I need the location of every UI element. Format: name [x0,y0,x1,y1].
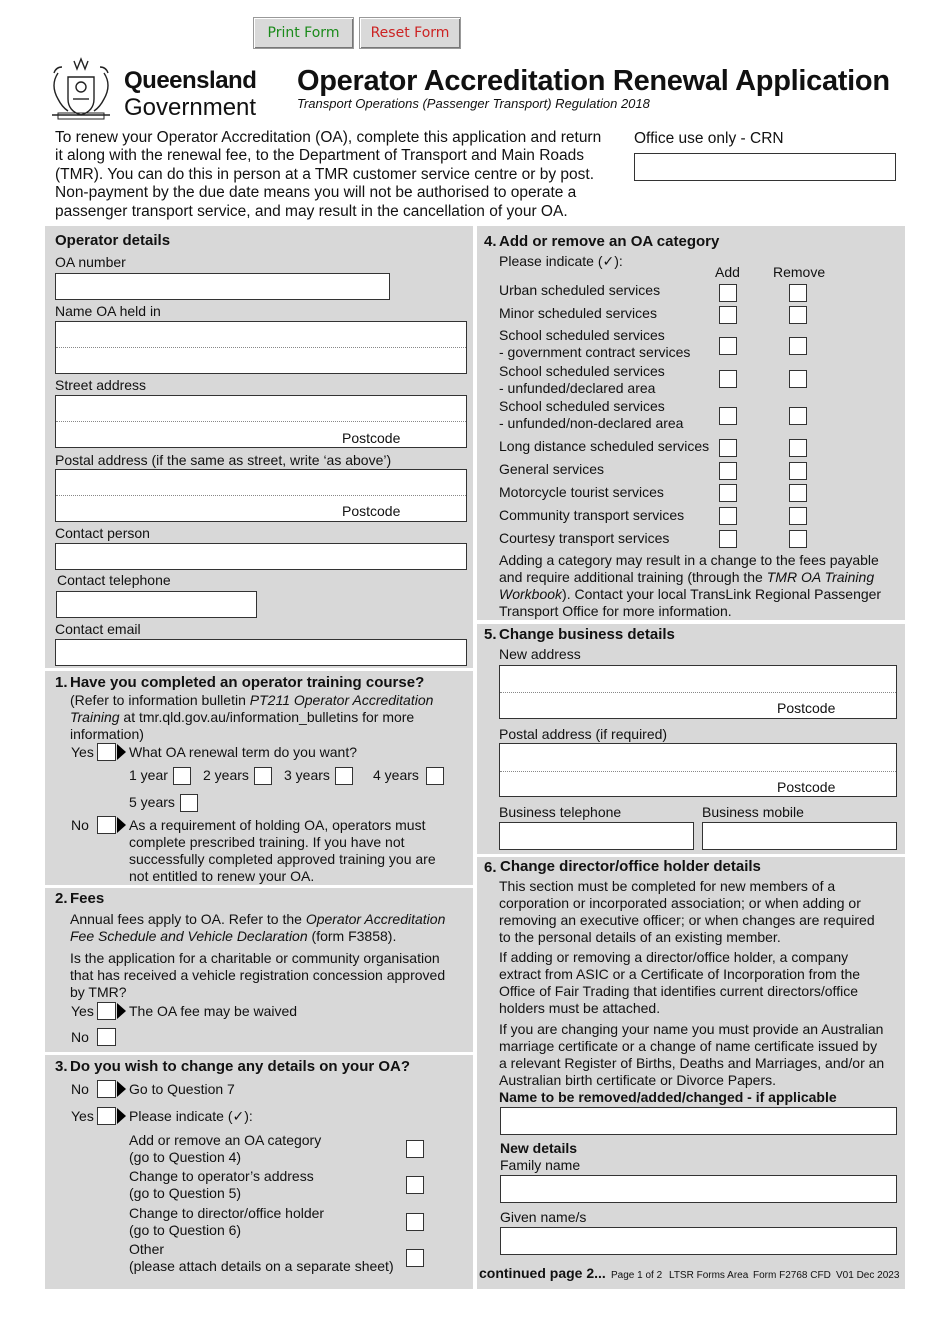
q3-option-address-checkbox[interactable] [406,1176,424,1194]
reset-form-button[interactable]: Reset Form [359,17,461,49]
q4-please-indicate: Please indicate (✓): [499,253,623,269]
q2-no-label: No [71,1029,89,1045]
q1-no-label: No [71,817,89,833]
category-long-distance-add-checkbox[interactable] [719,439,737,457]
new-address-label: New address [499,646,581,662]
business-telephone-label: Business telephone [499,804,622,820]
arrow-right-icon [117,1003,126,1019]
business-postal-field[interactable] [499,743,897,797]
postal-address-label: Postal address (if the same as street, write ‘as above’) [55,452,392,468]
term-4-years-label: 4 years [373,767,419,783]
q3-option-other-checkbox[interactable] [406,1249,424,1267]
contact-email-label: Contact email [55,621,141,637]
q6-heading: Change director/office holder details [500,858,761,875]
category-minor-add-checkbox[interactable] [719,306,737,324]
category-community-label: Community transport services [499,507,685,523]
category-general-add-checkbox[interactable] [719,462,737,480]
form-version: V01 Dec 2023 [836,1270,900,1281]
contact-person-field[interactable] [55,543,467,570]
forms-area: LTSR Forms Area [669,1270,749,1281]
category-minor-remove-checkbox[interactable] [789,306,807,324]
q3-option-other: Other (please attach details on a separate sheet) [129,1241,394,1274]
print-form-button[interactable]: Print Form [253,17,354,49]
category-urban-add-checkbox[interactable] [719,284,737,302]
business-mobile-label: Business mobile [702,804,804,820]
q1-no-checkbox[interactable] [97,816,116,834]
q3-option-category-checkbox[interactable] [406,1140,424,1158]
term-1-year-label: 1 year [129,767,168,783]
category-motorcycle-label: Motorcycle tourist services [499,484,664,500]
name-oa-held-field[interactable] [55,321,467,374]
category-school-declared-add-checkbox[interactable] [719,370,737,388]
category-general-label: General services [499,461,605,477]
intro-paragraph: To renew your Operator Accreditation (OA), complete this application and return it along with the renewal fee, to the Department of Transport and Main Roads (TMR). You can do this in person at a TMR customer service centre or by post. Non-payment by the due date means you will not be authorised to operate a passenger transport service, and may result in the cancellation of your OA. [55,129,602,220]
category-motorcycle-remove-checkbox[interactable] [789,484,807,502]
q5-number: 5. [484,626,497,643]
operator-details-heading: Operator details [55,232,171,249]
office-crn-field[interactable] [634,153,896,181]
family-name-label: Family name [500,1157,581,1173]
category-school-nondeclared-add-checkbox[interactable] [719,407,737,425]
street-address-label: Street address [55,377,147,393]
q4-remove-column-header: Remove [773,264,826,280]
page-title: Operator Accreditation Renewal Application [297,65,890,97]
business-postal-label: Postal address (if required) [499,726,668,742]
q3-no-label: No [71,1081,89,1097]
term-1-year-checkbox[interactable] [173,767,191,785]
category-courtesy-label: Courtesy transport services [499,530,670,546]
q5-heading: Change business details [499,626,675,643]
q3-goto-7-text: Go to Question 7 [129,1081,235,1097]
new-address-field[interactable] [499,665,897,719]
oa-number-label: OA number [55,254,126,270]
q4-add-column-header: Add [715,264,740,280]
street-address-field[interactable] [55,395,467,448]
category-courtesy-add-checkbox[interactable] [719,530,737,548]
term-4-years-checkbox[interactable] [426,767,444,785]
q1-term-question: What OA renewal term do you want? [129,744,357,760]
new-address-postcode-label: Postcode [777,700,836,716]
term-3-years-label: 3 years [284,767,330,783]
name-oa-held-label: Name OA held in [55,303,161,319]
q2-fees-text: Annual fees apply to OA. Refer to the Operator Accreditation Fee Schedule and Vehicle Declaration (form F3858). [70,911,446,944]
q3-option-director: Change to director/office holder (go to Question 6) [129,1205,325,1238]
oa-number-field[interactable] [55,273,390,300]
q4-note: Adding a category may result in a change to the fees payable and require additional training (through the TMR OA Training Workbook). Contact your local TransLink Regional Passenger Transport Office for more information. [499,552,882,619]
contact-person-label: Contact person [55,525,150,541]
category-school-government-remove-checkbox[interactable] [789,337,807,355]
arrow-right-icon [117,1108,126,1124]
postal-postcode-label: Postcode [342,503,401,519]
category-community-add-checkbox[interactable] [719,507,737,525]
q1-reference: (Refer to information bulletin PT211 Operator Accreditation Training at tmr.qld.gov.au/information_bulletins for more information) [70,692,434,742]
contact-email-field[interactable] [55,639,467,666]
category-minor-label: Minor scheduled services [499,305,657,321]
category-long-distance-label: Long distance scheduled services [499,438,710,454]
q1-heading: Have you completed an operator training course? [70,674,425,691]
q1-yes-label: Yes [71,744,94,760]
category-motorcycle-add-checkbox[interactable] [719,484,737,502]
arrow-right-icon [117,1081,126,1097]
business-telephone-field[interactable] [499,822,694,850]
q2-number: 2. [55,890,68,907]
category-urban-remove-checkbox[interactable] [789,284,807,302]
q2-fee-waived-text: The OA fee may be waived [129,1003,298,1019]
q6-paragraph-1: This section must be completed for new members of a corporation or incorporated association; or when adding or removing an executive officer; or when changes are required to the personal details of an existing member. [499,878,875,945]
category-school-government-add-checkbox[interactable] [719,337,737,355]
new-details-heading: New details [500,1140,578,1156]
category-general-remove-checkbox[interactable] [789,462,807,480]
name-change-label: Name to be removed/added/changed - if applicable [499,1089,837,1105]
q3-number: 3. [55,1058,68,1075]
category-long-distance-remove-checkbox[interactable] [789,439,807,457]
q3-yes-label: Yes [71,1108,94,1124]
postal-address-field[interactable] [55,469,467,522]
term-5-years-label: 5 years [129,794,175,810]
q3-option-director-checkbox[interactable] [406,1213,424,1231]
q2-yes-checkbox[interactable] [97,1002,116,1020]
q1-number: 1. [55,674,68,691]
office-use-label: Office use only - CRN [634,130,784,147]
q6-paragraph-2: If adding or removing a director/office holder, a company extract from ASIC or a Certificate of Incorporation from the Office of Fair Trading that identifies current directors/office holders must be attached. [499,949,861,1016]
q6-paragraph-3: If you are changing your name you must provide an Australian marriage certificate or a change of name certificate issued by a relevant Register of Births, Deaths and Marriages, and/or an Australian birth certificate or Divorce Papers. [499,1021,885,1088]
street-postcode-label: Postcode [342,430,401,446]
q4-number: 4. [484,233,497,250]
q4-heading: Add or remove an OA category [499,233,720,250]
q1-no-explanation: As a requirement of holding OA, operators must complete prescribed training. If you have not successfully completed approved training you are not entitled to renew your OA. [129,817,436,884]
arrow-right-icon [117,817,126,833]
form-number: Form F2768 CFD [753,1270,831,1281]
given-names-field[interactable] [500,1227,897,1255]
q3-option-address: Change to operator’s address (go to Question 5) [129,1168,314,1201]
q6-number: 6. [484,859,497,876]
q3-please-indicate: Please indicate (✓): [129,1108,253,1124]
q2-yes-label: Yes [71,1003,94,1019]
name-change-field[interactable] [500,1107,897,1135]
q2-no-checkbox[interactable] [97,1028,116,1046]
logo-wordmark-queensland: Queensland [124,67,257,94]
q3-no-checkbox[interactable] [97,1080,116,1098]
arrow-right-icon [117,744,126,760]
family-name-field[interactable] [500,1175,897,1203]
term-2-years-label: 2 years [203,767,249,783]
given-names-label: Given name/s [500,1209,587,1225]
page-number: Page 1 of 2 [611,1270,663,1281]
continued-note: continued page 2... [479,1265,606,1281]
logo-wordmark-government: Government [124,94,257,121]
category-school-nondeclared-label: School scheduled services - unfunded/non-declared area [499,398,684,431]
category-community-remove-checkbox[interactable] [789,507,807,525]
term-3-years-checkbox[interactable] [335,767,353,785]
q3-option-category: Add or remove an OA category (go to Question 4) [129,1132,322,1165]
business-postal-postcode-label: Postcode [777,779,836,795]
category-urban-label: Urban scheduled services [499,282,661,298]
q2-heading: Fees [70,890,105,907]
q3-yes-checkbox[interactable] [97,1107,116,1125]
category-school-government-label: School scheduled services - government contract services [499,327,691,360]
contact-telephone-label: Contact telephone [57,572,171,588]
category-school-declared-remove-checkbox[interactable] [789,370,807,388]
contact-telephone-field[interactable] [56,591,257,618]
category-school-declared-label: School scheduled services - unfunded/declared area [499,363,665,396]
page-subtitle: Transport Operations (Passenger Transport) Regulation 2018 [297,96,650,111]
q1-yes-checkbox[interactable] [97,743,116,761]
q3-heading: Do you wish to change any details on your OA? [70,1058,411,1075]
queensland-coat-of-arms-logo [44,55,118,123]
q2-concession-question: Is the application for a charitable or community organisation that has received a vehicle registration concession approved by TMR? [70,950,446,1000]
category-school-nondeclared-remove-checkbox[interactable] [789,407,807,425]
business-mobile-field[interactable] [702,822,897,850]
term-5-years-checkbox[interactable] [180,794,198,812]
term-2-years-checkbox[interactable] [254,767,272,785]
category-courtesy-remove-checkbox[interactable] [789,530,807,548]
